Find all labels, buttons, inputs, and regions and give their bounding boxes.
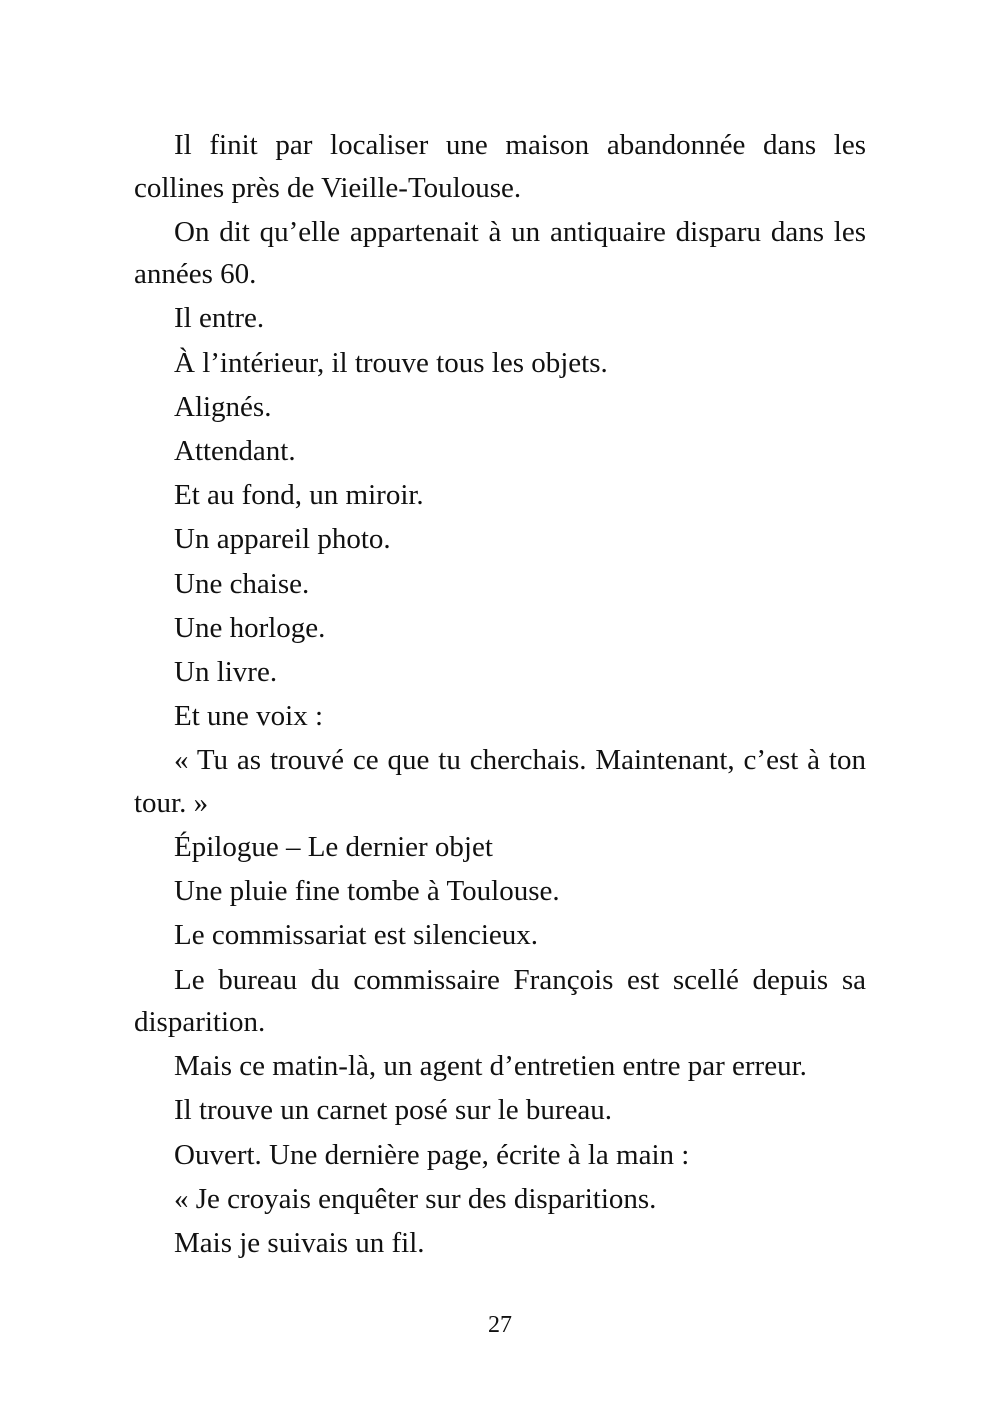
section-heading: Épilogue – Le dernier objet [174, 830, 493, 863]
paragraph: Alignés. [174, 390, 272, 423]
page-body [134, 124, 866, 1266]
paragraph: Un livre. [174, 655, 278, 688]
paragraph: Mais ce matin-là, un agent d’entretien entre par erreur. [174, 1050, 807, 1083]
paragraph: Le bureau du commissaire François est scellé depuis sa disparition. [134, 963, 866, 1038]
paragraph: Une horloge. [174, 611, 326, 644]
paragraph: Il finit par localiser une maison abandonnée dans les collines près de Vieille-Toulouse. [134, 129, 866, 204]
paragraph: « Tu as trouvé ce que tu cherchais. Maintenant, c’est à ton tour. » [134, 744, 866, 819]
paragraph: Mais je suivais un fil. [174, 1226, 425, 1259]
page-number: 27 [488, 1312, 512, 1338]
paragraph: Et au fond, un miroir. [174, 479, 424, 512]
paragraph: Et une voix : [174, 700, 324, 733]
paragraph: Il entre. [174, 302, 265, 335]
paragraph: On dit qu’elle appartenait à un antiquaire disparu dans les années 60. [134, 215, 866, 291]
paragraph: À l’intérieur, il trouve tous les objets. [174, 346, 608, 379]
paragraph: Il trouve un carnet posé sur le bureau. [174, 1094, 613, 1127]
paragraph: Un appareil photo. [174, 523, 391, 556]
paragraph: Le commissariat est silencieux. [174, 919, 539, 952]
paragraph: Ouvert. Une dernière page, écrite à la main : [174, 1138, 690, 1171]
paragraph: Une chaise. [174, 567, 310, 600]
paragraph: « Je croyais enquêter sur des disparitions. [174, 1182, 657, 1215]
paragraph: Attendant. [174, 434, 296, 467]
paragraph: Une pluie fine tombe à Toulouse. [174, 875, 560, 908]
